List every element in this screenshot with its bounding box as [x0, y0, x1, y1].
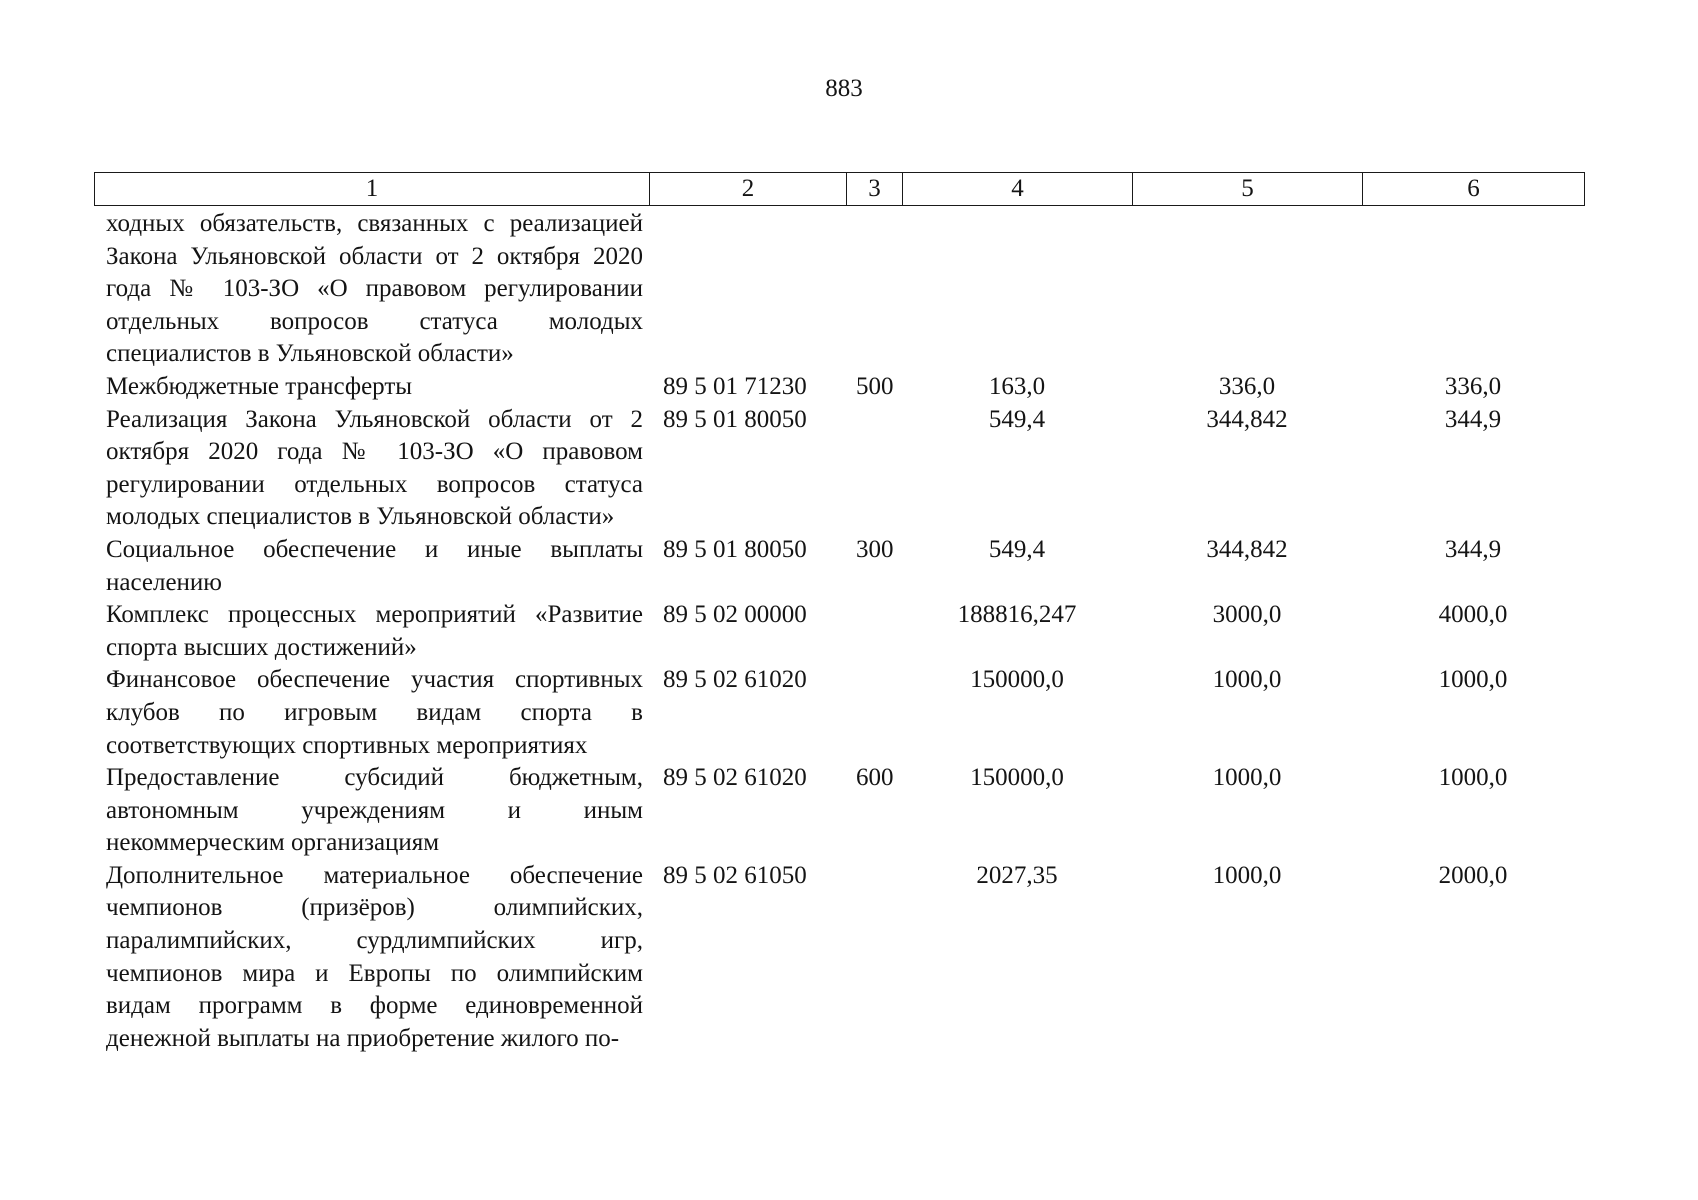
column-header-3: 3 [847, 173, 903, 206]
page-number: 883 [825, 75, 863, 102]
column-header-2: 2 [650, 173, 847, 206]
row-value-5: 344,842 [1206, 405, 1288, 433]
table-row [94, 599, 1584, 664]
row-value-6: 1000,0 [1438, 764, 1508, 792]
row-name: Реализация Закона Ульяновской области от 2 октября 2020 года № 103-ЗО «О правовом регулировании отдельных вопросов статуса молодых специалистов в Ульяновской области» [106, 405, 643, 531]
row-value-5: 1000,0 [1212, 861, 1282, 889]
row-code: 89 5 02 00000 [663, 601, 807, 629]
row-value-4: 549,4 [988, 405, 1046, 433]
table-row [94, 371, 1584, 404]
row-code: 89 5 02 61020 [663, 666, 807, 694]
row-name: Предоставление субсидий бюджетным, автономным учреждениям и иным некоммерческим организациям [106, 764, 643, 857]
table-row [94, 762, 1584, 860]
header-row [95, 173, 1585, 206]
column-header-6: 6 [1363, 173, 1585, 206]
row-value-6: 336,0 [1444, 372, 1502, 400]
row-code: 89 5 01 80050 [663, 535, 807, 563]
row-value-5: 1000,0 [1212, 666, 1282, 694]
row-value-6: 344,9 [1444, 535, 1502, 563]
table-row [94, 404, 1584, 534]
row-value-5: 3000,0 [1212, 601, 1282, 629]
row-value-6: 2000,0 [1438, 861, 1508, 889]
row-value-4: 150000,0 [970, 764, 1064, 792]
table-header [94, 172, 1585, 206]
row-name: Финансовое обеспечение участия спортивных клубов по игровым видам спорта в соответствующих спортивных мероприятиях [106, 666, 643, 759]
column-header-4: 4 [903, 173, 1133, 206]
row-name: Комплекс процессных мероприятий «Развитие спорта высших достижений» [106, 601, 643, 661]
row-type: 600 [856, 764, 894, 792]
row-code: 89 5 02 61050 [663, 861, 807, 889]
row-name: ходных обязательств, связанных с реализацией Закона Ульяновской области от 2 октября 2020 года № 103-ЗО «О правовом регулировании отдельных вопросов статуса молодых специалистов в Ульяновской области» [106, 210, 643, 368]
row-value-4: 549,4 [988, 535, 1046, 563]
row-type: 500 [856, 372, 894, 400]
row-value-4: 163,0 [988, 372, 1046, 400]
row-value-4: 2027,35 [976, 861, 1058, 889]
row-value-6: 1000,0 [1438, 666, 1508, 694]
column-header-1: 1 [95, 173, 650, 206]
table-row [94, 860, 1584, 1056]
row-type: 300 [856, 535, 894, 563]
row-value-5: 1000,0 [1212, 764, 1282, 792]
row-value-6: 344,9 [1444, 405, 1502, 433]
row-code: 89 5 02 61020 [663, 764, 807, 792]
row-value-5: 336,0 [1218, 372, 1276, 400]
row-value-4: 150000,0 [970, 666, 1064, 694]
table-row [94, 534, 1584, 599]
row-name: Социальное обеспечение и иные выплаты населению [106, 535, 643, 596]
table-body [94, 208, 1584, 1055]
row-name: Дополнительное материальное обеспечение чемпионов (призёров) олимпийских, паралимпийских, сурдлимпийских игр, чемпионов мира и Европы по олимпийским видам программ в форме единовременной денежной выплаты на приобретение жилого по- [106, 861, 643, 1052]
row-value-6: 4000,0 [1438, 601, 1508, 629]
table-row [94, 208, 1584, 371]
row-name: Межбюджетные трансферты [106, 372, 413, 400]
row-value-4: 188816,247 [957, 601, 1077, 629]
row-code: 89 5 01 80050 [663, 405, 807, 433]
row-value-5: 344,842 [1206, 535, 1288, 563]
table-row [94, 664, 1584, 762]
row-code: 89 5 01 71230 [663, 372, 807, 400]
column-header-5: 5 [1133, 173, 1363, 206]
